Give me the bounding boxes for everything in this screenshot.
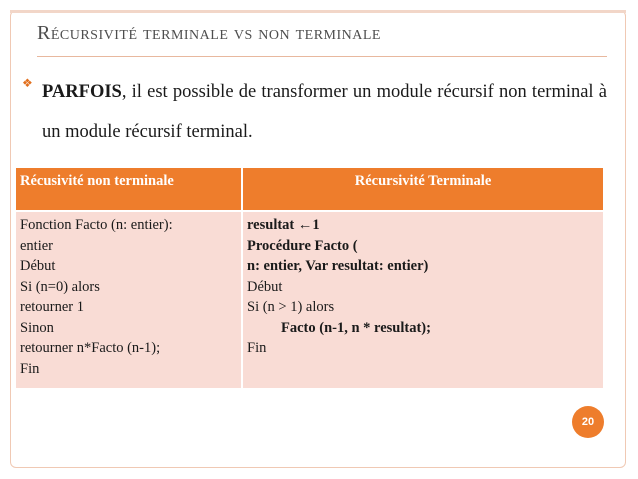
header-terminal: Récursivité Terminale [242, 167, 604, 211]
title-underline [37, 56, 607, 57]
terminal-code-cell [242, 211, 604, 389]
bullet-text [42, 72, 607, 152]
table-header-row [15, 167, 604, 211]
page-number-badge: 20 [572, 406, 604, 438]
code-line: Facto (n-1, n * resultat); [281, 319, 431, 336]
code-line: Si (n > 1) alors [247, 299, 335, 315]
code-line: Procédure Facto ( [247, 237, 358, 254]
code-line: Début [20, 258, 56, 274]
top-rule [10, 10, 626, 13]
code-line: retourner 1 [20, 299, 85, 315]
code-line: Fonction Facto (n: entier): [20, 217, 173, 233]
comparison-table [14, 166, 605, 390]
code-line: Fin [20, 360, 40, 377]
code-line: Si (n=0) alors [20, 278, 100, 295]
header-non-terminal: Récusivité non terminale [15, 167, 242, 211]
code-line: resultat ←1 [247, 217, 320, 233]
code-line: retourner n*Facto (n-1); [20, 340, 161, 356]
bullet-body: , il est possible de transformer un module récursif non terminal à un module récursif terminal. [42, 82, 607, 142]
code-line: Sinon [20, 319, 54, 336]
code-line: Début [247, 278, 283, 295]
slide-title: Récursivité terminale vs non terminale [37, 22, 381, 44]
diamond-bullet-icon: ❖ [22, 76, 33, 90]
table-row [15, 211, 604, 389]
code-line: Fin [247, 340, 267, 356]
bullet-lead: PARFOIS [42, 82, 122, 102]
code-line: entier [20, 237, 54, 254]
non-terminal-code-cell [15, 211, 242, 389]
code-line: n: entier, Var resultat: entier) [247, 258, 429, 274]
